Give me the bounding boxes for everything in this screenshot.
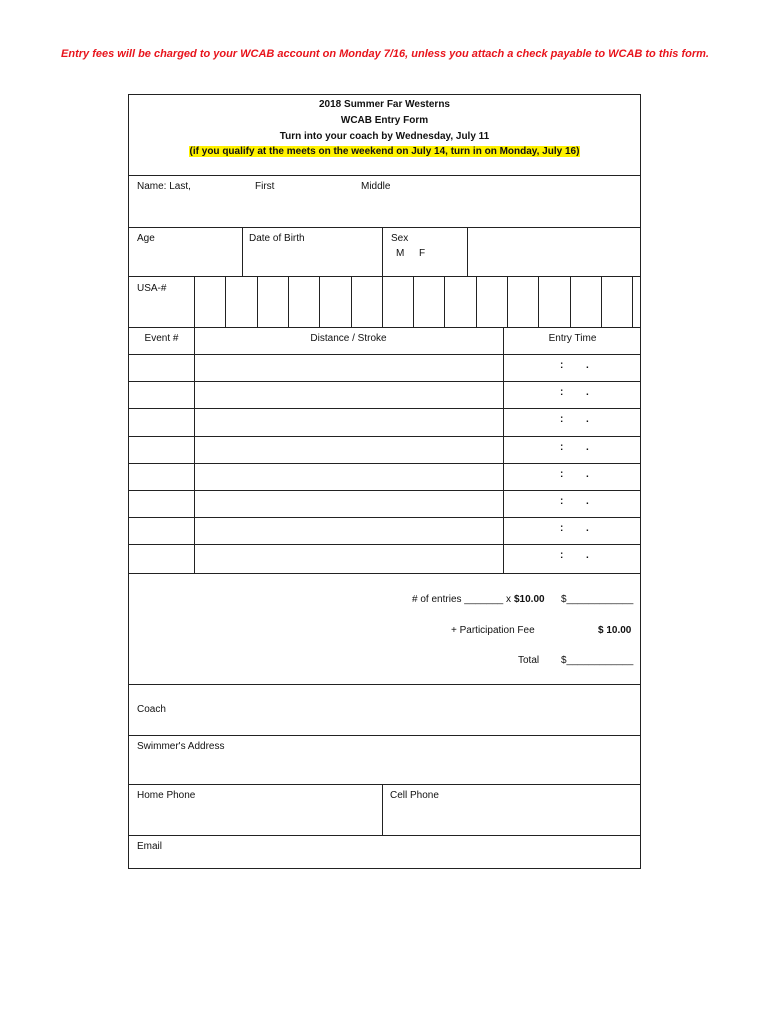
home-phone-field[interactable]: Home Phone	[137, 790, 196, 801]
sex-label: Sex	[391, 233, 409, 244]
usa-digit-box-divider	[382, 276, 383, 327]
address-field[interactable]: Swimmer's Address	[137, 741, 225, 752]
entry-time-dot[interactable]: .	[586, 414, 589, 426]
entry-time-colon[interactable]: :	[560, 496, 564, 507]
entry-time-colon[interactable]: :	[560, 468, 564, 480]
entry-time-colon[interactable]: :	[560, 360, 564, 371]
col-distance-stroke: Distance / Stroke	[310, 333, 387, 344]
usa-digit-box-divider	[507, 276, 508, 327]
participation-fee-amount: $ 10.00	[598, 625, 632, 636]
entry-time-colon[interactable]: :	[560, 387, 564, 399]
entry-time-colon[interactable]: :	[560, 441, 564, 453]
event-number-cell[interactable]	[129, 490, 194, 517]
usa-digit-box-divider	[288, 276, 289, 327]
usa-digit-box-divider	[538, 276, 539, 327]
name-first-field[interactable]: First	[255, 181, 275, 192]
cell-phone-field[interactable]: Cell Phone	[390, 790, 439, 801]
entries-count-field[interactable]: # of entries _______ x	[412, 594, 511, 605]
highlight-deadline: (if you qualify at the meets on the weekend on July 14, turn in on Monday, July 16)	[189, 146, 580, 157]
distance-stroke-cell[interactable]	[195, 381, 503, 408]
distance-stroke-cell[interactable]	[195, 490, 503, 517]
entry-time-colon[interactable]: :	[560, 414, 564, 426]
usa-number-label: USA-#	[137, 283, 167, 294]
dob-field[interactable]: Date of Birth	[249, 233, 305, 244]
entry-time-dot[interactable]: .	[586, 523, 589, 535]
usa-digit-box-divider	[319, 276, 320, 327]
entry-time-dot[interactable]: .	[586, 360, 589, 371]
usa-digit-box-divider	[257, 276, 258, 327]
entry-time-dot[interactable]: .	[586, 387, 589, 399]
entry-time-dot[interactable]: .	[586, 441, 589, 453]
entries-amount-field[interactable]: $____________	[561, 594, 634, 605]
fee-notice: Entry fees will be charged to your WCAB account on Monday 7/16, unless you attach a check payable to WCAB to this form.	[61, 48, 709, 60]
form-title: 2018 Summer Far Westerns	[319, 99, 450, 110]
usa-digit-box-divider	[194, 276, 195, 327]
form-instruction: Turn into your coach by Wednesday, July 11	[279, 131, 490, 142]
usa-digit-box-divider	[476, 276, 477, 327]
sex-option-f[interactable]: F	[419, 248, 426, 259]
col-event-number: Event #	[144, 333, 179, 344]
participation-fee-label: + Participation Fee	[451, 625, 535, 636]
distance-stroke-cell[interactable]	[195, 354, 503, 381]
event-number-cell[interactable]	[129, 544, 194, 571]
name-middle-field[interactable]: Middle	[361, 181, 391, 192]
age-field[interactable]: Age	[137, 233, 155, 244]
email-field[interactable]: Email	[137, 841, 163, 852]
usa-digit-box-divider	[444, 276, 445, 327]
event-number-cell[interactable]	[129, 408, 194, 435]
form-subtitle: WCAB Entry Form	[340, 115, 429, 126]
distance-stroke-cell[interactable]	[195, 463, 503, 490]
total-label: Total	[518, 655, 540, 666]
entry-time-dot[interactable]: .	[586, 550, 589, 562]
distance-stroke-cell[interactable]	[195, 517, 503, 544]
entry-form	[128, 94, 641, 869]
usa-digit-box-divider	[570, 276, 571, 327]
distance-stroke-cell[interactable]	[195, 436, 503, 463]
distance-stroke-cell[interactable]	[195, 544, 503, 571]
name-last-field[interactable]: Name: Last,	[137, 181, 191, 192]
sex-option-m[interactable]: M	[396, 248, 405, 259]
event-number-cell[interactable]	[129, 463, 194, 490]
entry-time-colon[interactable]: :	[560, 550, 564, 562]
usa-digit-box-divider	[632, 276, 633, 327]
distance-stroke-cell[interactable]	[195, 408, 503, 435]
coach-field[interactable]: Coach	[137, 704, 166, 715]
event-number-cell[interactable]	[129, 517, 194, 544]
usa-digit-box-divider	[225, 276, 226, 327]
col-entry-time: Entry Time	[548, 333, 597, 344]
entry-time-colon[interactable]: :	[560, 523, 564, 535]
event-number-cell[interactable]	[129, 354, 194, 381]
usa-digit-box-divider	[601, 276, 602, 327]
entries-price: $10.00	[514, 594, 545, 605]
event-number-cell[interactable]	[129, 436, 194, 463]
usa-digit-box-divider	[413, 276, 414, 327]
entry-time-dot[interactable]: .	[586, 468, 589, 480]
usa-digit-box-divider	[351, 276, 352, 327]
event-number-cell[interactable]	[129, 381, 194, 408]
entry-time-dot[interactable]: .	[586, 496, 589, 507]
total-amount-field[interactable]: $____________	[561, 655, 634, 666]
